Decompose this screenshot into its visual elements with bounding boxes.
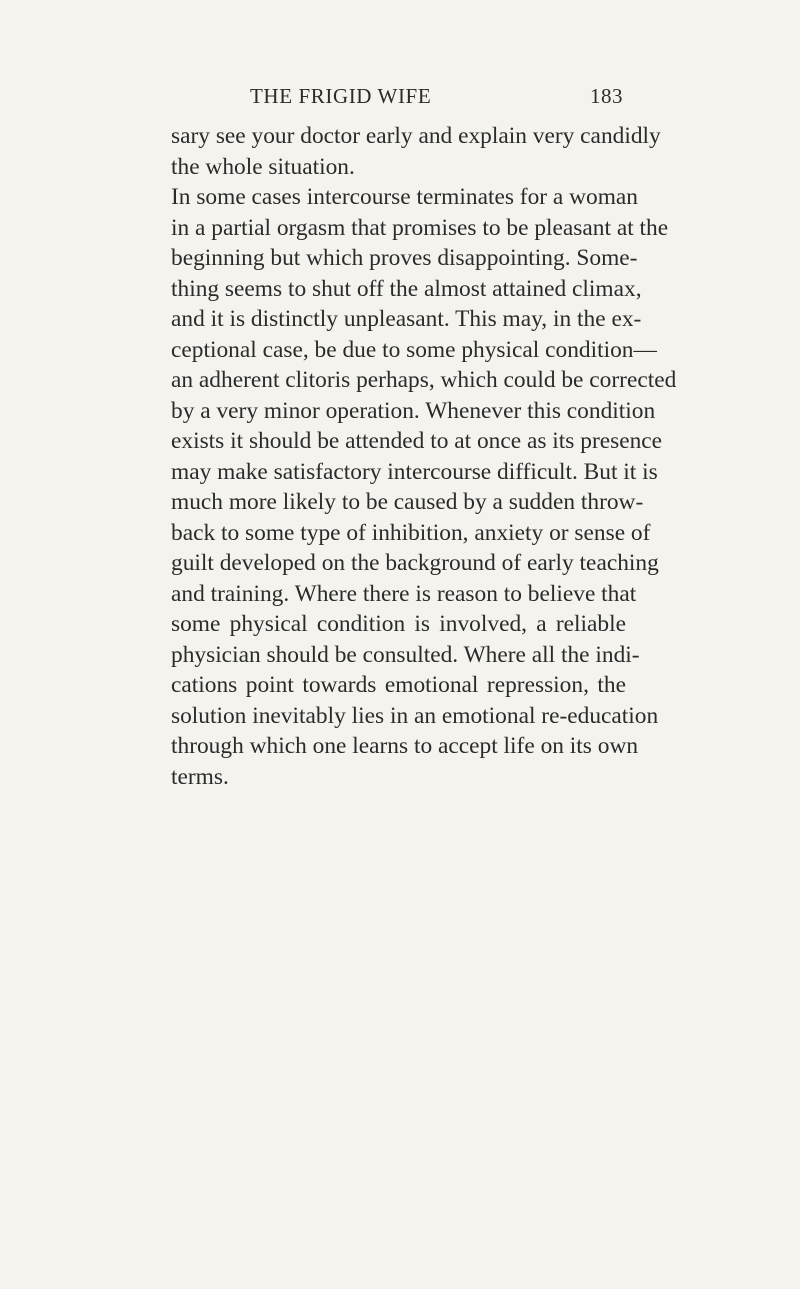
text-line: exists it should be attended to at once as its presence bbox=[171, 428, 663, 454]
text-line: beginning but which proves disappointing. Some- bbox=[171, 245, 638, 271]
text-line: sary see your doctor early and explain very candidly bbox=[171, 123, 661, 149]
text-line: terms. bbox=[171, 763, 229, 790]
running-title: THE FRIGID WIFE bbox=[250, 84, 432, 108]
text-line: back to some type of inhibition, anxiety or sense of bbox=[171, 519, 651, 546]
text-line: an adherent clitoris perhaps, which could be corrected bbox=[171, 367, 677, 393]
text-line: cations point towards emotional repression, the bbox=[171, 672, 626, 698]
paragraph-start-line: In some cases intercourse terminates for a woman bbox=[171, 184, 638, 210]
body-text bbox=[171, 121, 677, 792]
text-line: may make satisfactory intercourse difficult. But it is bbox=[171, 458, 658, 485]
text-line: ceptional case, be due to some physical condition— bbox=[171, 336, 657, 363]
running-head bbox=[171, 84, 623, 114]
text-line: some physical condition is involved, a reliable bbox=[171, 611, 626, 637]
text-line: and it is distinctly unpleasant. This may, in the ex- bbox=[171, 306, 642, 332]
text-line: much more likely to be caused by a sudden throw- bbox=[171, 489, 644, 515]
text-line: physician should be consulted. Where all the indi- bbox=[171, 641, 640, 668]
text-line: the whole situation. bbox=[171, 153, 355, 180]
text-line: thing seems to shut off the almost attained climax, bbox=[171, 275, 642, 302]
text-line: and training. Where there is reason to believe that bbox=[171, 580, 637, 607]
text-line: guilt developed on the background of early teaching bbox=[171, 550, 659, 576]
text-line: solution inevitably lies in an emotional re-education bbox=[171, 702, 659, 729]
text-line: in a partial orgasm that promises to be pleasant at the bbox=[171, 214, 669, 241]
text-line: through which one learns to accept life on its own bbox=[171, 733, 639, 759]
page-number: 183 bbox=[590, 84, 623, 108]
text-line: by a very minor operation. Whenever this condition bbox=[171, 397, 656, 424]
